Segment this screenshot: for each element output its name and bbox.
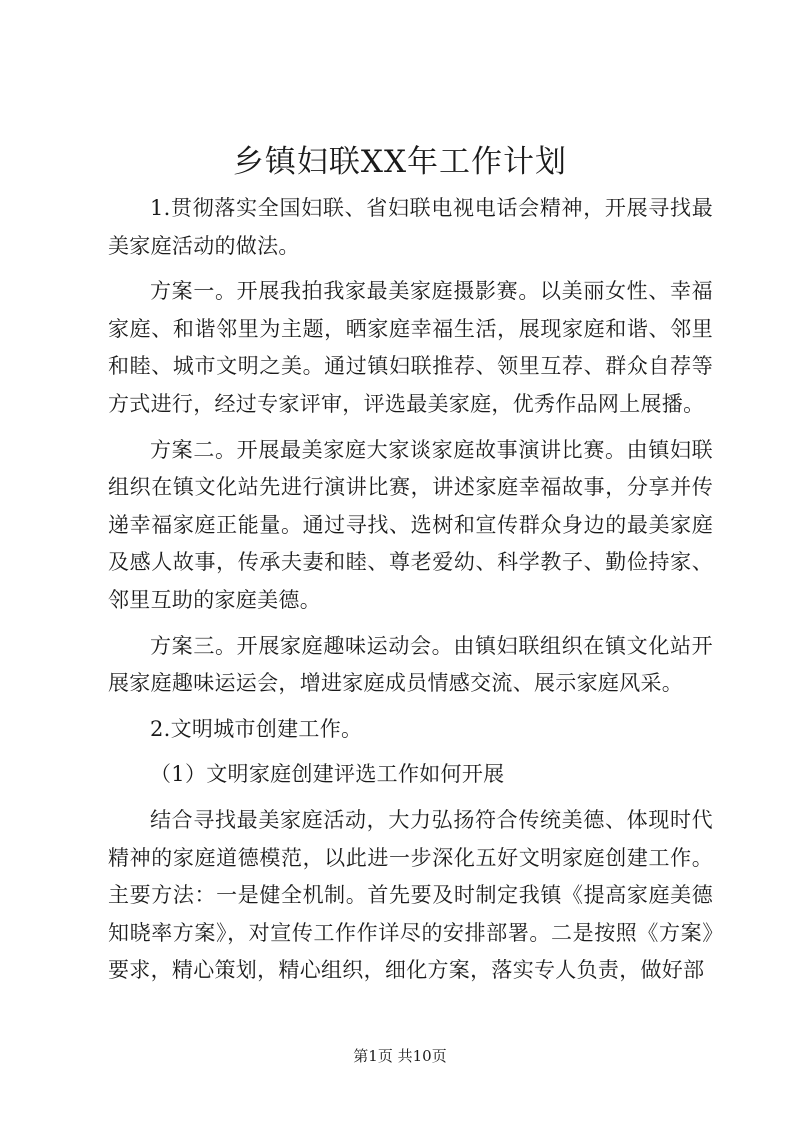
document-body <box>108 190 713 998</box>
paragraph: 方案三。开展家庭趣味运动会。由镇妇联组织在镇文化站开展家庭趣味运运会，增进家庭成员情感交流、展示家庭风采。 <box>108 633 713 696</box>
paragraph: 结合寻找最美家庭活动，大力弘扬符合传统美德、体现时代精神的家庭道德模范，以此进一步深化五好文明家庭创建工作。主要方法：一是健全机制。首先要及时制定我镇《提高家庭美德知晓率方案》，对宣传工作作详尽的安排部署。二是按照《方案》要求，精心策划，精心组织，细化方案，落实专人负责，做好部 <box>108 807 713 983</box>
paragraph: 2.文明城市创建工作。 <box>150 716 363 741</box>
paragraph: 方案二。开展最美家庭大家谈家庭故事演讲比赛。由镇妇联组织在镇文化站先进行演讲比赛，讲述家庭幸福故事，分享并传递幸福家庭正能量。通过寻找、选树和宣传群众身边的最美家庭及感人故事，传承夫妻和睦、尊老爱幼、科学教子、勤俭持家、邻里互助的家庭美德。 <box>108 437 713 612</box>
paragraph: （1）文明家庭创建评选工作如何开展 <box>150 762 505 787</box>
page-number-footer: 第1页 共10页 <box>353 1047 447 1065</box>
paragraph: 1.贯彻落实全国妇联、省妇联电视电话会精神，开展寻找最美家庭活动的做法。 <box>108 196 713 258</box>
document-title: 乡镇妇联XX年工作计划 <box>232 144 568 180</box>
paragraph: 方案一。开展我拍我家最美家庭摄影赛。以美丽女性、幸福家庭、和谐邻里为主题，晒家庭幸福生活，展现家庭和谐、邻里和睦、城市文明之美。通过镇妇联推荐、领里互荐、群众自荐等方式进行，经过专家评审，评选最美家庭，优秀作品网上展播。 <box>108 279 713 416</box>
